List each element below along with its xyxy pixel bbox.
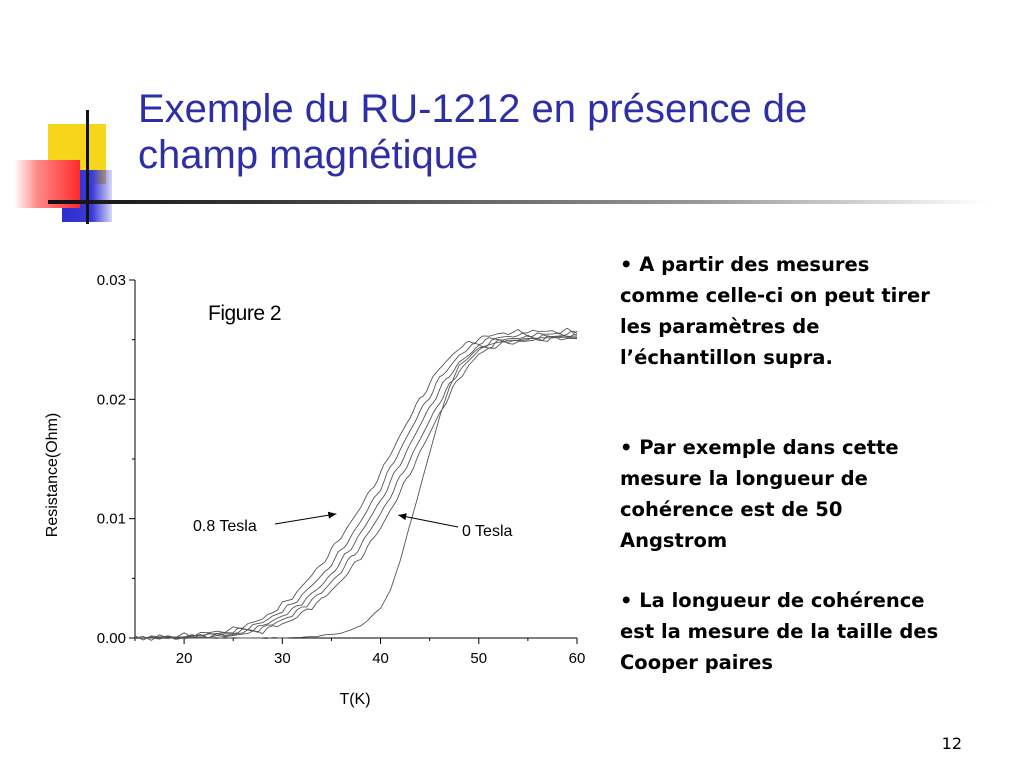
- figure-label: Figure 2: [208, 302, 282, 325]
- bullet-item: • A partir des mesures comme celle-ci on peut tirer les paramètres de l’échantillon supra.: [620, 253, 930, 369]
- series-line-4: [135, 331, 577, 638]
- annotation-arrow-0-8-tesla-head: [328, 512, 336, 519]
- annotation-0-tesla: 0 Tesla: [462, 523, 513, 540]
- series-line-0: [135, 336, 577, 638]
- y-axis-title: Resistance(Ohm): [44, 412, 61, 538]
- bullet-item: • Par exemple dans cette mesure la longueur de cohérence est de 50 Angstrom: [620, 436, 899, 552]
- annotation-arrow-0-tesla: [398, 515, 458, 527]
- slide-title: Exemple du RU-1212 en présence de champ magnétique: [138, 87, 808, 177]
- x-tick-label: 30: [273, 650, 291, 667]
- page-number: 12: [941, 734, 962, 753]
- annotation-arrow-0-tesla-head: [398, 513, 407, 520]
- y-tick-label: 0.00: [96, 630, 126, 647]
- y-tick-label: 0.03: [96, 272, 126, 289]
- series-line-3: [135, 335, 577, 641]
- annotation-0-8-tesla: 0.8 Tesla: [193, 518, 257, 535]
- y-tick-label: 0.01: [96, 510, 126, 528]
- series-line-2: [135, 336, 577, 639]
- x-tick-label: 60: [568, 650, 586, 667]
- x-tick-label: 50: [470, 650, 488, 667]
- series-line-1: [135, 336, 577, 639]
- plot-area: [97, 272, 586, 667]
- x-axis-title: T(K): [339, 691, 371, 708]
- y-tick-label: 0.02: [96, 391, 126, 409]
- bullet-item: • La longueur de cohérence est la mesure de la taille des Cooper paires: [620, 589, 939, 674]
- x-tick-label: 20: [175, 650, 193, 667]
- annotation-arrow-0-8-tesla: [275, 514, 336, 524]
- series-line-5: [135, 328, 577, 640]
- x-tick-label: 40: [372, 650, 389, 667]
